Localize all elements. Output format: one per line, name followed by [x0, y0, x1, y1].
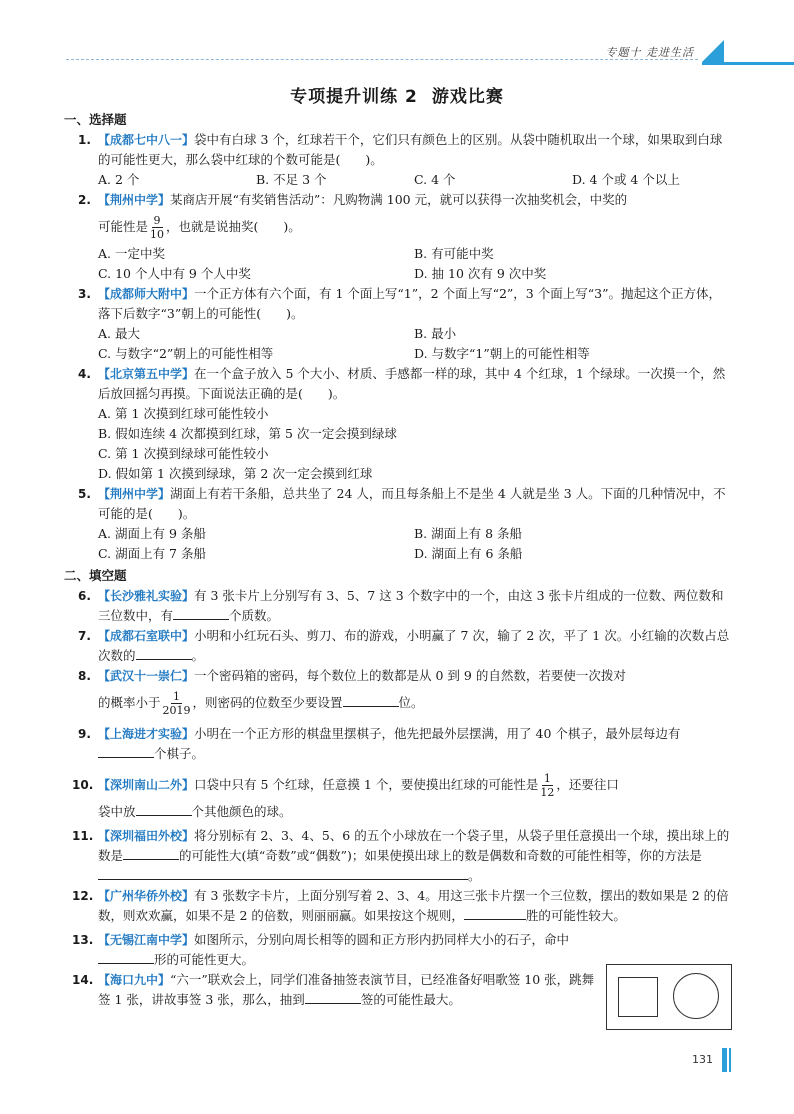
- question-source: 【长沙雅礼实验】: [98, 589, 195, 603]
- question-12: [72, 886, 730, 926]
- option-c: C. 10 个人中有 9 个人中奖: [98, 266, 251, 281]
- answer-blank[interactable]: [136, 646, 192, 660]
- question-4-options: [72, 404, 730, 484]
- question-number: 7.: [78, 629, 91, 643]
- option-a: A. 2 个: [98, 172, 140, 187]
- question-text: 在一个盒子放入 5 个大小、材质、手感都一样的球，其中 4 个红球，1 个绿球。一次摸一个，然后放回摇匀再摸。下面说法正确的是( )。: [98, 366, 726, 401]
- circle-shape: [673, 973, 719, 1019]
- question-text: 将分别标有 2、3、4、5、6 的五个小球放在一个袋子里，从袋子里任意摸出一个球，摸出球上的数是: [98, 828, 730, 863]
- question-14: [72, 970, 598, 1010]
- option-c: C. 与数字“2”朝上的可能性相等: [98, 346, 274, 361]
- question-source: 【上海进才实验】: [98, 727, 195, 741]
- question-1-options: [72, 170, 730, 190]
- question-text: 袋中放: [98, 804, 136, 819]
- option-b: B. 最小: [414, 326, 457, 341]
- section-fill-heading: 二、填空题: [64, 568, 127, 583]
- question-text: 小明和小红玩石头、剪刀、布的游戏，小明赢了 7 次，输了 2 次，平了 1 次。小红输的次数占总次数的: [98, 628, 730, 663]
- question-number: 4.: [78, 367, 91, 381]
- question-number: 10.: [72, 778, 94, 792]
- question-source: 【成都七中八一】: [98, 133, 195, 147]
- question-text: ，则密码的位数至少要设置: [192, 695, 343, 710]
- question-number: 9.: [78, 727, 91, 741]
- option-a: A. 最大: [98, 326, 140, 341]
- answer-blank[interactable]: [464, 906, 526, 920]
- question-3: [72, 284, 730, 324]
- header-divider: [66, 59, 698, 60]
- question-text: 可能性是: [98, 219, 149, 234]
- question-text: 。: [191, 648, 205, 663]
- question-text: 湖面上有若干条船，总共坐了 24 人，而且每条船上不是坐 4 人就是坐 3 人。下面的几种情况中，不可能的是( )。: [98, 486, 726, 521]
- title-main: 专项提升训练 2: [290, 87, 418, 107]
- fraction: [163, 690, 191, 717]
- question-number: 11.: [72, 829, 94, 843]
- page-number: 131: [692, 1053, 713, 1066]
- question-number: 1.: [78, 133, 91, 147]
- question-text: 有 3 张数字卡片，上面分别写着 2、3、4。用这三张卡片摆一个三位数，摆出的数如果是 2 的倍数，则欢欢赢，如果不是 2 的倍数，则丽丽赢。如果按这个规则，: [98, 888, 729, 923]
- page-header: [0, 0, 794, 66]
- question-source: 【北京第五中学】: [98, 367, 195, 381]
- question-text: 小明在一个正方形的棋盘里摆棋子，他先把最外层摆满，用了 40 个棋子，最外层每边有: [194, 726, 681, 741]
- question-8-line2: [72, 686, 730, 720]
- question-source: 【荆州中学】: [98, 487, 171, 501]
- question-text: 。: [468, 868, 481, 883]
- question-number: 3.: [78, 287, 91, 301]
- question-5-options: [72, 524, 730, 564]
- fraction: [150, 214, 164, 241]
- question-text: 有 3 张卡片上分别写有 3、5、7 这 3 个数字中的一个，由这 3 张卡片组成的一位数、两位数和三位数中，有: [98, 588, 724, 623]
- question-13: [72, 930, 598, 970]
- question-9: [72, 724, 730, 764]
- question-number: 2.: [78, 193, 91, 207]
- question-text: 个其他颜色的球。: [191, 804, 292, 819]
- question-text: ，也就是说抽奖( )。: [166, 219, 301, 234]
- question-4: [72, 364, 730, 404]
- question-number: 6.: [78, 589, 91, 603]
- question-2-line2: [72, 210, 730, 244]
- question-source: 【成都师大附中】: [98, 287, 195, 301]
- fraction-denominator: 2019: [162, 704, 191, 717]
- answer-blank[interactable]: [173, 606, 229, 620]
- question-source: 【荆州中学】: [98, 193, 171, 207]
- question-2-options: [72, 244, 730, 284]
- option-d: D. 4 个或 4 个以上: [572, 172, 680, 187]
- question-6: [72, 586, 730, 626]
- option-c: C. 第 1 次摸到绿球可能性较小: [98, 446, 269, 461]
- section-choice-heading: 一、选择题: [64, 112, 127, 127]
- page-number-bar: [722, 1048, 727, 1072]
- header-corner-bar: [702, 62, 794, 65]
- option-b: B. 假如连续 4 次都摸到红球，第 5 次一定会摸到绿球: [98, 426, 397, 441]
- question-text: 袋中有白球 3 个，红球若干个，它们只有颜色上的区别。从袋中随机取出一个球，如果取到白球的可能性更大，那么袋中红球的个数可能是( )。: [98, 132, 723, 167]
- question-text: 的概率小于: [98, 695, 161, 710]
- question-number: 12.: [72, 889, 94, 903]
- question-11: [72, 826, 730, 886]
- question-number: 5.: [78, 487, 91, 501]
- option-b: B. 湖面上有 8 条船: [414, 526, 523, 541]
- question-text: 签的可能性最大。: [360, 992, 461, 1007]
- question-text: 个棋子。: [154, 746, 205, 761]
- question-text: 一个正方体有六个面，有 1 个面上写“1”，2 个面上写“2”，3 个面上写“3”。抛起这个正方体，落下后数字“3”朝上的可能性( )。: [98, 286, 721, 321]
- option-a: A. 第 1 次摸到红球可能性较小: [98, 406, 269, 421]
- question-3-options: [72, 324, 730, 364]
- question-5: [72, 484, 730, 524]
- header-corner-triangle: [702, 40, 724, 62]
- option-b: B. 不足 3 个: [256, 172, 327, 187]
- header-section-label: 专题十 走进生活: [605, 46, 694, 59]
- page-title: [0, 82, 794, 107]
- question-text: 口袋中只有 5 个红球，任意摸 1 个，要使摸出红球的可能性是: [194, 777, 539, 792]
- option-c: C. 湖面上有 7 条船: [98, 546, 206, 561]
- page-number-bar-thin: [729, 1048, 731, 1072]
- fraction-numerator: 1: [543, 772, 551, 785]
- option-b: B. 有可能中奖: [414, 246, 494, 261]
- fraction: [540, 772, 554, 799]
- question-source: 【无锡江南中学】: [98, 933, 195, 947]
- answer-blank[interactable]: [123, 846, 179, 860]
- answer-blank[interactable]: [98, 744, 154, 758]
- question-number: 13.: [72, 933, 94, 947]
- option-d: D. 湖面上有 6 条船: [414, 546, 523, 561]
- fraction-numerator: 9: [153, 214, 161, 227]
- question-source: 【成都石室联中】: [98, 629, 195, 643]
- question-text: 位。: [398, 695, 424, 710]
- option-d: D. 假如第 1 次摸到绿球，第 2 次一定会摸到红球: [98, 466, 373, 481]
- answer-blank[interactable]: [136, 802, 192, 816]
- question-10: [72, 768, 730, 802]
- answer-blank[interactable]: [343, 693, 399, 707]
- title-sub: 游戏比赛: [431, 87, 504, 107]
- fraction-numerator: 1: [173, 690, 181, 703]
- question-10-line2: [72, 802, 730, 822]
- worksheet-content: [64, 108, 730, 1010]
- question-text: 个质数。: [229, 608, 280, 623]
- question-7: [72, 626, 730, 666]
- question-source: 【武汉十一崇仁】: [98, 669, 195, 683]
- question-text: 的可能性大(填“奇数”或“偶数”)；如果使摸出球上的数是偶数和奇数的可能性相等，你的方法是: [179, 848, 702, 863]
- question-text: 形的可能性更大。: [154, 952, 255, 967]
- question-text: 某商店开展“有奖销售活动”：凡购物满 100 元，就可以获得一次抽奖机会，中奖的: [170, 192, 628, 207]
- option-a: A. 湖面上有 9 条船: [98, 526, 206, 541]
- question-source: 【深圳福田外校】: [98, 829, 195, 843]
- question-text: ，还要往口: [556, 777, 619, 792]
- option-d: D. 抽 10 次有 9 次中奖: [414, 266, 547, 281]
- answer-blank[interactable]: [98, 950, 154, 964]
- answer-blank[interactable]: [305, 990, 361, 1004]
- question-text: 一个密码箱的密码，每个数位上的数都是从 0 到 9 的自然数，若要使一次拨对: [194, 668, 626, 683]
- question-number: 14.: [72, 973, 94, 987]
- question-source: 【深圳南山二外】: [98, 778, 195, 792]
- question-source: 【海口九中】: [98, 973, 171, 987]
- option-d: D. 与数字“1”朝上的可能性相等: [414, 346, 590, 361]
- fraction-denominator: 10: [150, 228, 165, 241]
- question-text: 胜的可能性较大。: [525, 908, 626, 923]
- question-number: 8.: [78, 669, 91, 683]
- question-1: [72, 130, 730, 170]
- question-8: [72, 666, 730, 686]
- square-shape: [618, 977, 658, 1017]
- question-2: [72, 190, 730, 210]
- question-text: 如图所示，分别向周长相等的圆和正方形内扔同样大小的石子，命中: [194, 932, 570, 947]
- circle-square-figure: [606, 964, 732, 1030]
- answer-blank-method[interactable]: [98, 866, 468, 880]
- option-c: C. 4 个: [414, 172, 456, 187]
- option-a: A. 一定中奖: [98, 246, 165, 261]
- question-text: “六一”联欢会上，同学们准备抽签表演节目，已经准备好唱歌签 10 张，跳舞签 1 张，讲故事签 3 张，那么，抽到: [98, 972, 595, 1007]
- fraction-denominator: 12: [540, 786, 555, 799]
- question-source: 【广州华侨外校】: [98, 889, 195, 903]
